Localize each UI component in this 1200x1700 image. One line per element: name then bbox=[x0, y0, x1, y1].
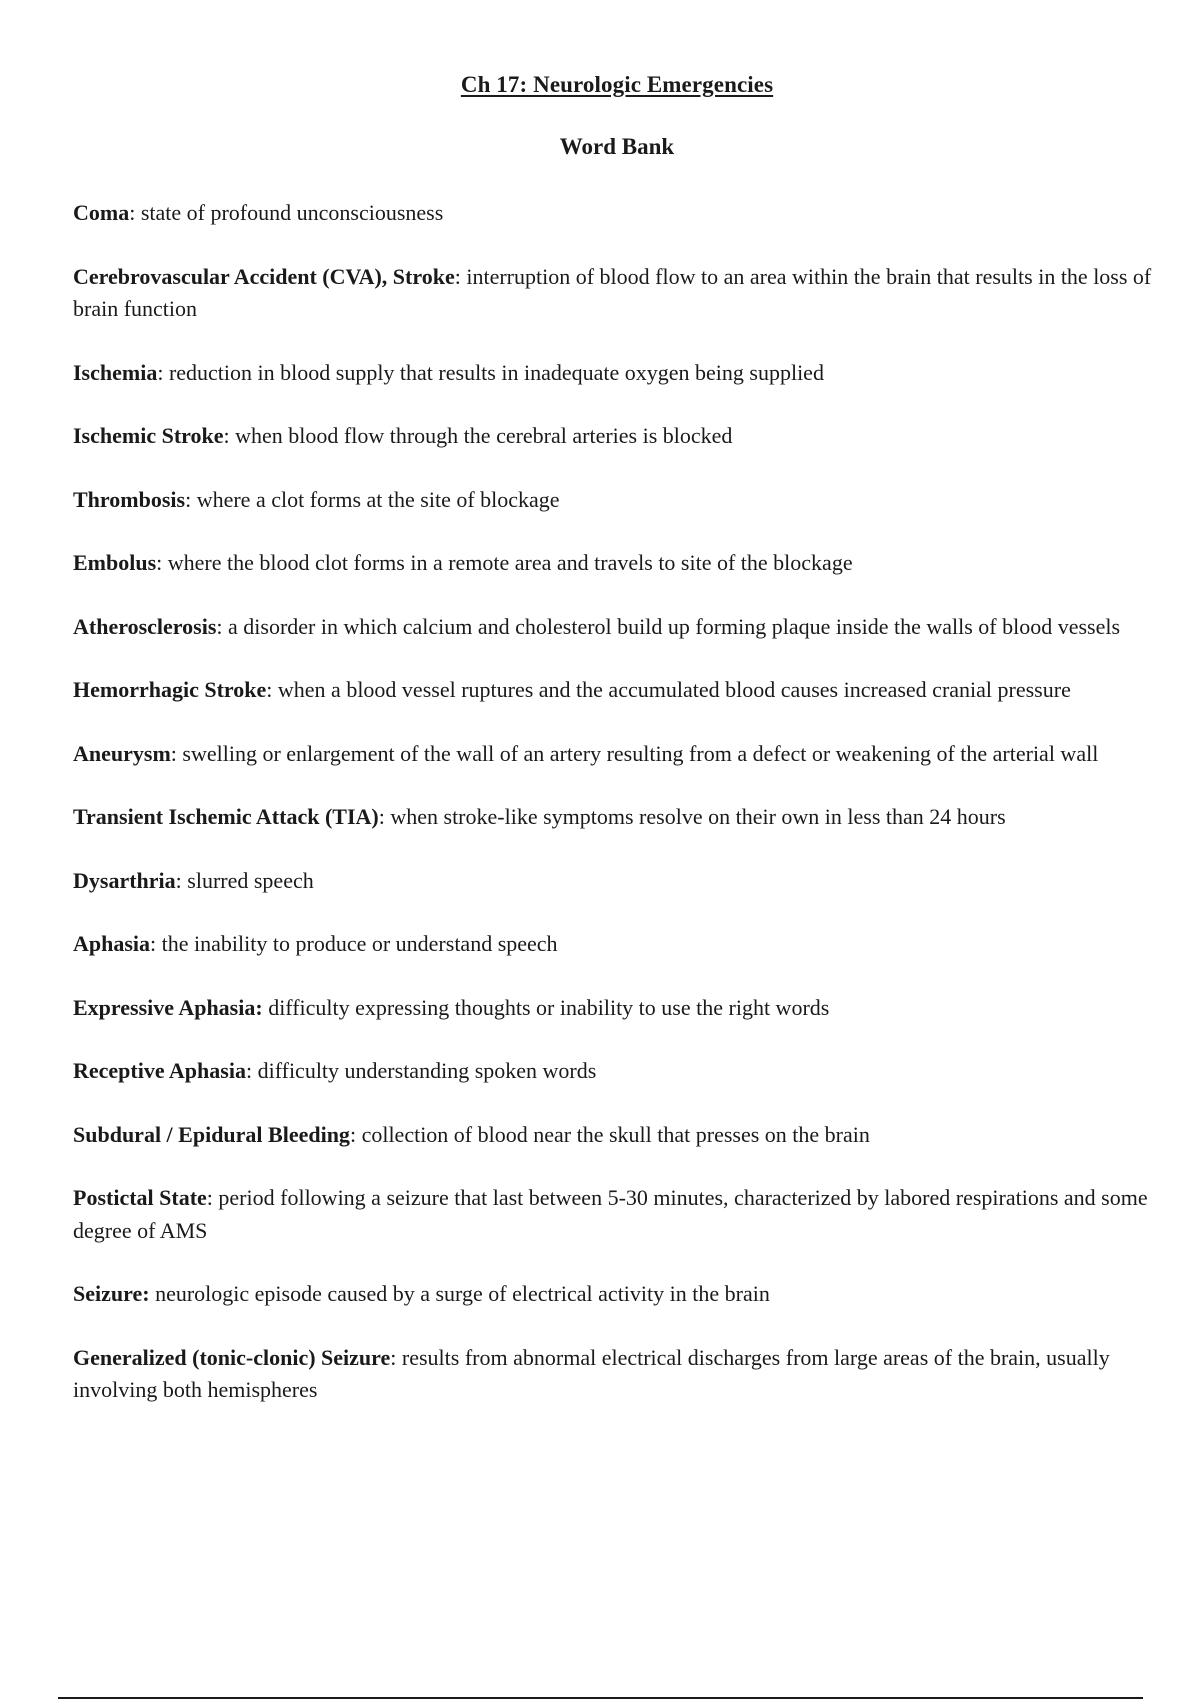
entry-term: Transient Ischemic Attack (TIA) bbox=[73, 804, 379, 829]
word-bank-entry bbox=[73, 738, 1163, 771]
word-bank-entry bbox=[73, 865, 1163, 898]
entry-separator: : bbox=[170, 740, 183, 766]
word-bank-entry bbox=[73, 261, 1163, 326]
entry-separator: : bbox=[245, 1058, 258, 1083]
entry-term: Embolus bbox=[73, 550, 157, 575]
entry-definition: slurred speech bbox=[187, 867, 314, 893]
entry-definition: when blood flow through the cerebral arteries is blocked bbox=[235, 423, 733, 448]
word-bank-entry bbox=[73, 1342, 1163, 1407]
word-bank-entry bbox=[73, 1278, 1163, 1311]
entry-separator: : bbox=[266, 677, 278, 702]
entry-separator: : bbox=[349, 1121, 362, 1147]
entry-term: Dysarthria bbox=[73, 867, 176, 893]
entry-separator: : bbox=[216, 613, 229, 639]
word-bank-entry bbox=[73, 197, 1163, 230]
word-bank-entry bbox=[73, 992, 1163, 1025]
word-bank-entry bbox=[73, 928, 1163, 961]
word-bank-entry bbox=[73, 1055, 1163, 1088]
entry-definition: reduction in blood supply that results in inadequate oxygen being supplied bbox=[168, 359, 824, 385]
entry-term: Postictal State bbox=[73, 1185, 207, 1210]
entry-term: Ischemic Stroke bbox=[73, 423, 224, 448]
page-title: Ch 17: Neurologic Emergencies bbox=[460, 72, 774, 97]
entry-separator: : bbox=[150, 931, 162, 956]
entry-separator: : bbox=[454, 263, 467, 289]
entry-separator: : bbox=[206, 1185, 219, 1210]
word-bank-entry bbox=[73, 674, 1163, 707]
entry-definition: the inability to produce or understand speech bbox=[161, 931, 558, 956]
word-bank-entry bbox=[73, 420, 1163, 453]
entry-definition: when stroke-like symptoms resolve on their own in less than 24 hours bbox=[390, 804, 1006, 829]
word-bank-entry bbox=[73, 547, 1163, 580]
entry-definition: results from abnormal electrical discharges from large areas of the brain, usually involving both hemispheres bbox=[73, 1344, 1110, 1402]
entry-definition: a disorder in which calcium and cholesterol build up forming plaque inside the walls of blood vessels bbox=[228, 613, 1121, 639]
entry-separator: : bbox=[390, 1344, 402, 1370]
entry-term: Aneurysm bbox=[73, 740, 171, 766]
entry-term: Aphasia bbox=[73, 931, 151, 956]
entry-term: Hemorrhagic Stroke bbox=[73, 677, 267, 702]
word-bank-entry bbox=[73, 611, 1163, 644]
word-bank-entry bbox=[73, 801, 1163, 834]
word-bank-entry bbox=[73, 357, 1163, 390]
entry-term: Subdural / Epidural Bleeding bbox=[73, 1121, 350, 1147]
word-bank-entry bbox=[73, 484, 1163, 517]
entry-term: Coma bbox=[73, 200, 130, 225]
entry-definition: state of profound unconsciousness bbox=[140, 200, 444, 225]
entry-definition: difficulty expressing thoughts or inability to use the right words bbox=[268, 994, 830, 1020]
section-heading: Word Bank bbox=[559, 134, 675, 159]
footer-divider bbox=[58, 1697, 1143, 1699]
entry-definition: swelling or enlargement of the wall of an artery resulting from a defect or weakening of the arterial wall bbox=[182, 740, 1099, 766]
entry-separator: : bbox=[156, 550, 168, 575]
entry-separator: : bbox=[157, 359, 169, 385]
entry-definition: difficulty understanding spoken words bbox=[257, 1058, 597, 1083]
word-bank-entry bbox=[73, 1182, 1163, 1247]
entry-term: Thrombosis bbox=[73, 486, 186, 512]
entry-term: Cerebrovascular Accident (CVA), Stroke bbox=[73, 263, 455, 289]
entry-definition: when a blood vessel ruptures and the accumulated blood causes increased cranial pressure bbox=[277, 677, 1071, 702]
word-bank-entry bbox=[73, 1119, 1163, 1152]
word-bank-list bbox=[73, 197, 1163, 1438]
entry-term: Seizure: bbox=[73, 1281, 150, 1306]
entry-definition: where the blood clot forms in a remote area and travels to site of the blockage bbox=[167, 550, 853, 575]
entry-term: Ischemia bbox=[73, 359, 158, 385]
entry-separator: : bbox=[378, 804, 391, 829]
entry-separator: : bbox=[223, 423, 236, 448]
entry-term: Generalized (tonic-clonic) Seizure bbox=[73, 1344, 391, 1370]
entry-separator: : bbox=[185, 486, 197, 512]
entry-definition: neurologic episode caused by a surge of electrical activity in the brain bbox=[155, 1281, 770, 1306]
entry-term: Expressive Aphasia: bbox=[73, 994, 263, 1020]
entry-definition: interruption of blood flow to an area within the brain that results in the loss of brain function bbox=[73, 263, 1152, 321]
entry-separator: : bbox=[175, 867, 188, 893]
entry-separator: : bbox=[129, 200, 141, 225]
entry-definition: period following a seizure that last between 5-30 minutes, characterized by labored respirations and some degree of AMS bbox=[73, 1185, 1148, 1243]
entry-definition: collection of blood near the skull that presses on the brain bbox=[361, 1121, 870, 1147]
entry-term: Receptive Aphasia bbox=[73, 1058, 246, 1083]
entry-definition: where a clot forms at the site of blockage bbox=[196, 486, 560, 512]
entry-term: Atherosclerosis bbox=[73, 613, 217, 639]
